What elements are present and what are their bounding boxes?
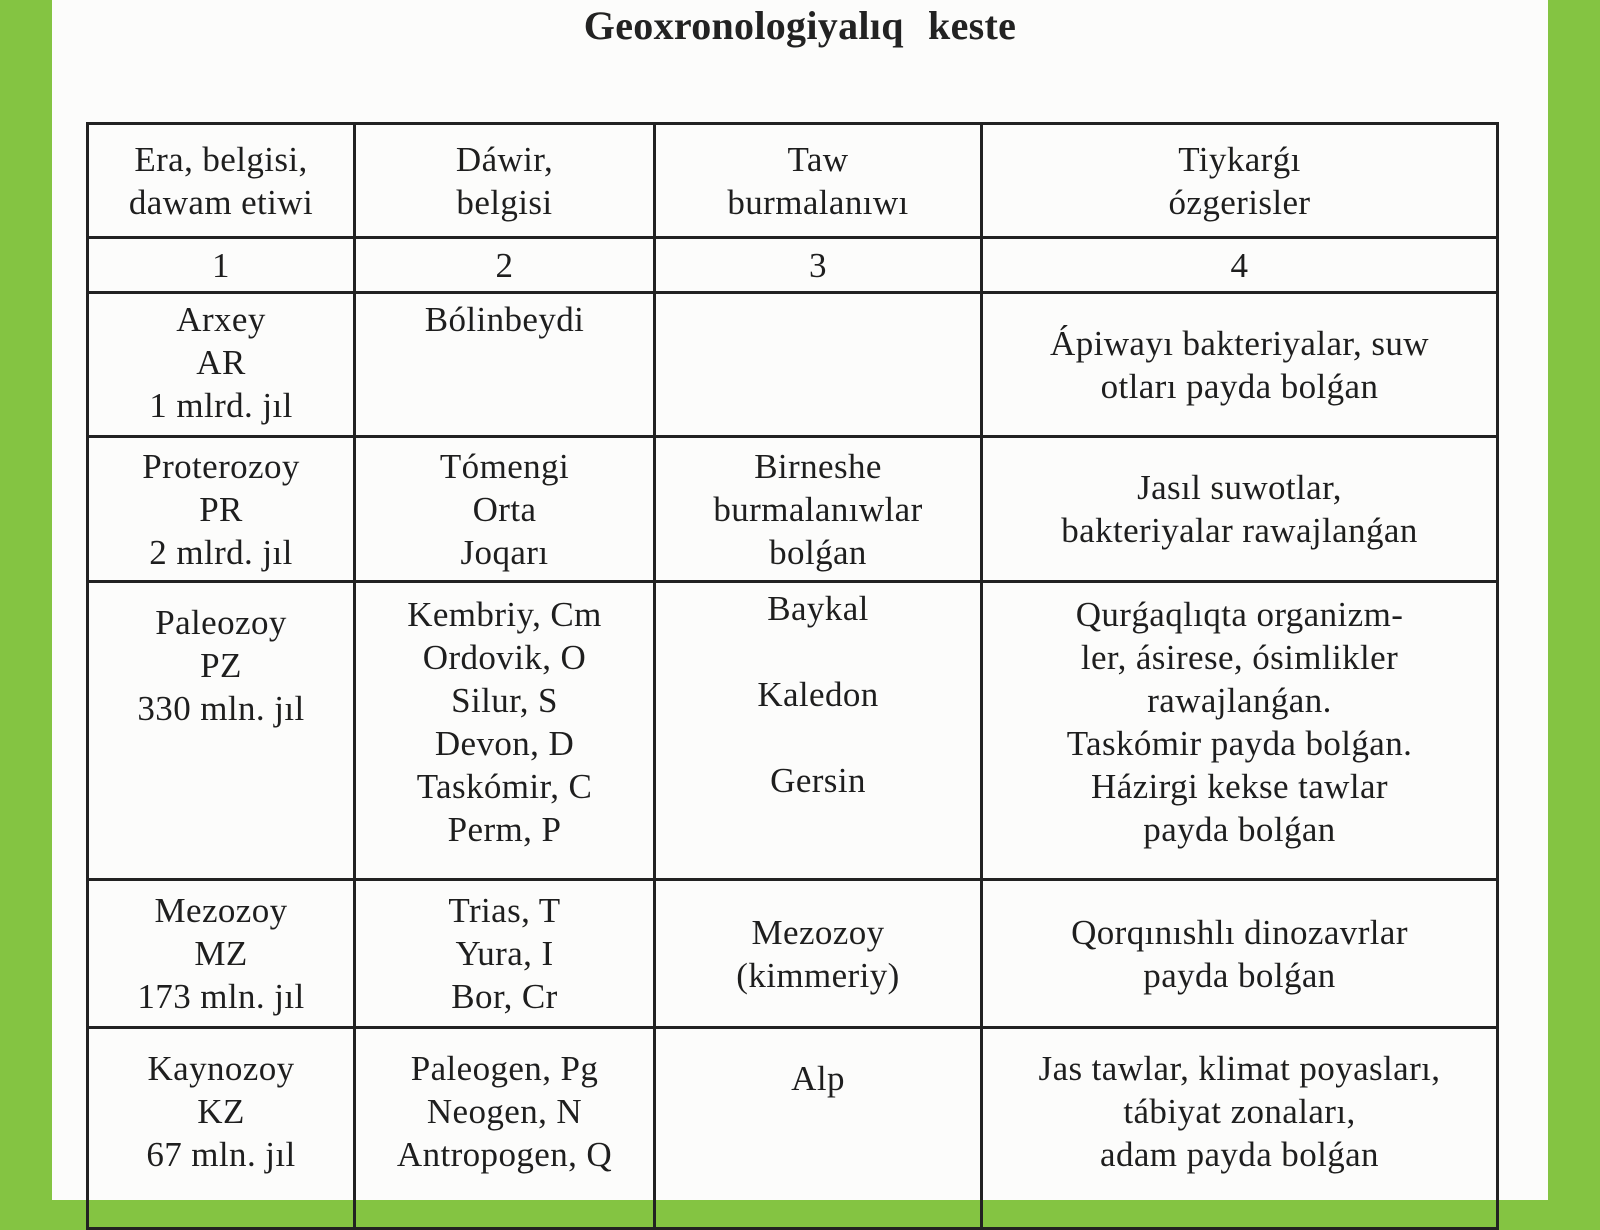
table-row [88, 582, 1498, 880]
header-cell-era: Era, belgisi, dawam etiwi [88, 124, 355, 238]
folding-cell: Alp [655, 1028, 982, 1229]
geochronology-table [86, 122, 1499, 1230]
era-cell: Kaynozoy KZ 67 mln. jıl [88, 1028, 355, 1229]
period-cell: Kembriy, Cm Ordovik, O Silur, S Devon, D Taskómir, C Perm, P [355, 582, 655, 880]
era-cell: Arxey AR 1 mlrd. jıl [88, 293, 355, 437]
changes-cell: Qurǵaqlıqta organizm- ler, ásirese, ósimlikler rawajlanǵan. Taskómir payda bolǵan. Házirgi kekse tawlar payda bolǵan [982, 582, 1498, 880]
header-cell-changes: Tiykarǵı ózgerisler [982, 124, 1498, 238]
period-cell: Bólinbeydi [355, 293, 655, 437]
folding-cell: Baykal Kaledon Gersin [655, 582, 982, 880]
page-title: Geoxronologiyalıq keste [583, 3, 1017, 48]
folding-cell [655, 293, 982, 437]
table-header-row [88, 124, 1498, 238]
period-cell: Tómengi Orta Joqarı [355, 437, 655, 582]
table-row [88, 1028, 1498, 1229]
folding-cell: Mezozoy (kimmeriy) [655, 880, 982, 1028]
table-row [88, 880, 1498, 1028]
column-number-row [88, 238, 1498, 293]
table-row [88, 437, 1498, 582]
era-cell: Mezozoy MZ 173 mln. jıl [88, 880, 355, 1028]
document-page [52, 0, 1548, 1200]
changes-cell: Qorqınıshlı dinozavrlar payda bolǵan [982, 880, 1498, 1028]
folding-cell: Birneshe burmalanıwlar bolǵan [655, 437, 982, 582]
column-number: 2 [355, 238, 655, 293]
changes-cell: Ápiwayı bakteriyalar, suw otları payda bolǵan [982, 293, 1498, 437]
changes-cell: Jasıl suwotlar, bakteriyalar rawajlanǵan [982, 437, 1498, 582]
header-cell-folding: Taw burmalanıwı [655, 124, 982, 238]
period-cell: Paleogen, Pg Neogen, N Antropogen, Q [355, 1028, 655, 1229]
column-number: 4 [982, 238, 1498, 293]
table-row [88, 293, 1498, 437]
changes-cell: Jas tawlar, klimat poyasları, tábiyat zonaları, adam payda bolǵan [982, 1028, 1498, 1229]
column-number: 3 [655, 238, 982, 293]
column-number: 1 [88, 238, 355, 293]
era-cell: Paleozoy PZ 330 mln. jıl [88, 582, 355, 880]
header-cell-period: Dáwir, belgisi [355, 124, 655, 238]
period-cell: Trias, T Yura, I Bor, Cr [355, 880, 655, 1028]
era-cell: Proterozoy PR 2 mlrd. jıl [88, 437, 355, 582]
